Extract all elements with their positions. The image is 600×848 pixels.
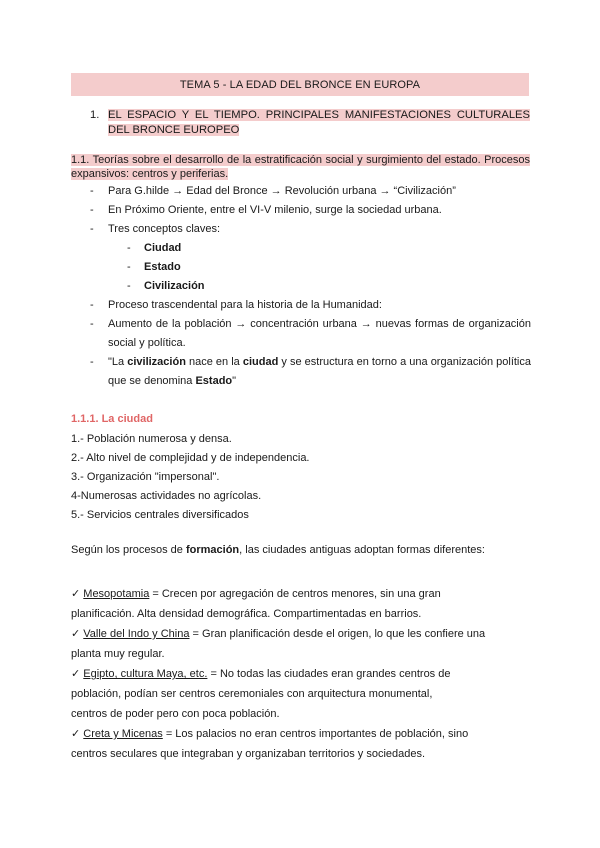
subsection-heading [71,153,530,181]
check-item-indo-china: ✓ Valle del Indo y China = Gran planificación desde el origen, lo que les confiere una planta muy regular. [71,628,486,660]
list-item: 2.- Alto nivel de complejidad y de independencia. [71,452,310,464]
section-number: 1. [90,109,100,121]
list-item: - En Próximo Oriente, entre el VI-V milenio, surge la sociedad urbana. [90,204,442,216]
list-item: 5.- Servicios centrales diversificados [71,509,249,521]
list-item: - Proceso trascendental para la historia de la Humanidad: [90,299,382,311]
check-item-egipto-maya: ✓ Egipto, cultura Maya, etc. = No todas las ciudades eran grandes centros de población, podían ser centros ceremoniales con arquitectura monumental, centros de poder pero con poca población. [71,668,451,720]
city-characteristics-list [71,430,310,525]
list-item: - Aumento de la población → concentración urbana → nuevas formas de organización social y política. [90,318,531,349]
section-heading-text: EL ESPACIO Y EL TIEMPO. PRINCIPALES MANIFESTACIONES CULTURALES DEL BRONCE EUROPEO [108,109,530,136]
check-item-creta-micenas: ✓ Creta y Micenas = Los palacios no eran centros importantes de población, sino centros seculares que integraban y organizaban territorios y sociedades. [71,728,469,760]
quote-item: - "La civilización nace en la ciudad y se estructura en torno a una organización política que se denomina Estado" [90,356,531,387]
checkmark-icon: ✓ [71,588,81,600]
list-item: - Para G.hilde → Edad del Bronce → Revolución urbana → “Civilización” [90,185,456,197]
check-item-mesopotamia: ✓ Mesopotamia = Crecen por agregación de centros menores, sin una gran planificación. Alta densidad demográfica. Compartimentadas en barrios. [71,588,441,620]
key-concept-item: - Estado [127,261,181,273]
bullet-list [71,182,531,391]
checkmark-icon: ✓ [71,628,81,640]
document-title: TEMA 5 - LA EDAD DEL BRONCE EN EUROPA [71,73,529,96]
list-item: 1.- Población numerosa y densa. [71,433,232,445]
list-item: 4-Numerosas actividades no agrícolas. [71,490,262,502]
section-heading [90,108,530,138]
city-types-list [71,584,531,764]
city-heading: 1.1.1. La ciudad [71,413,153,425]
list-item: 3.- Organización "impersonal". [71,471,220,483]
checkmark-icon: ✓ [71,668,81,680]
key-concept-item: - Civilización [127,280,205,292]
formation-paragraph: Según los procesos de formación, las ciudades antiguas adoptan formas diferentes: [71,544,485,556]
checkmark-icon: ✓ [71,728,81,740]
key-concept-item: - Ciudad [127,242,182,254]
subsection-text: 1.1. Teorías sobre el desarrollo de la estratificación social y surgimiento del estado. Procesos expansivos: centros y periferias. [71,154,530,180]
list-item: - Tres conceptos claves: [90,223,221,235]
